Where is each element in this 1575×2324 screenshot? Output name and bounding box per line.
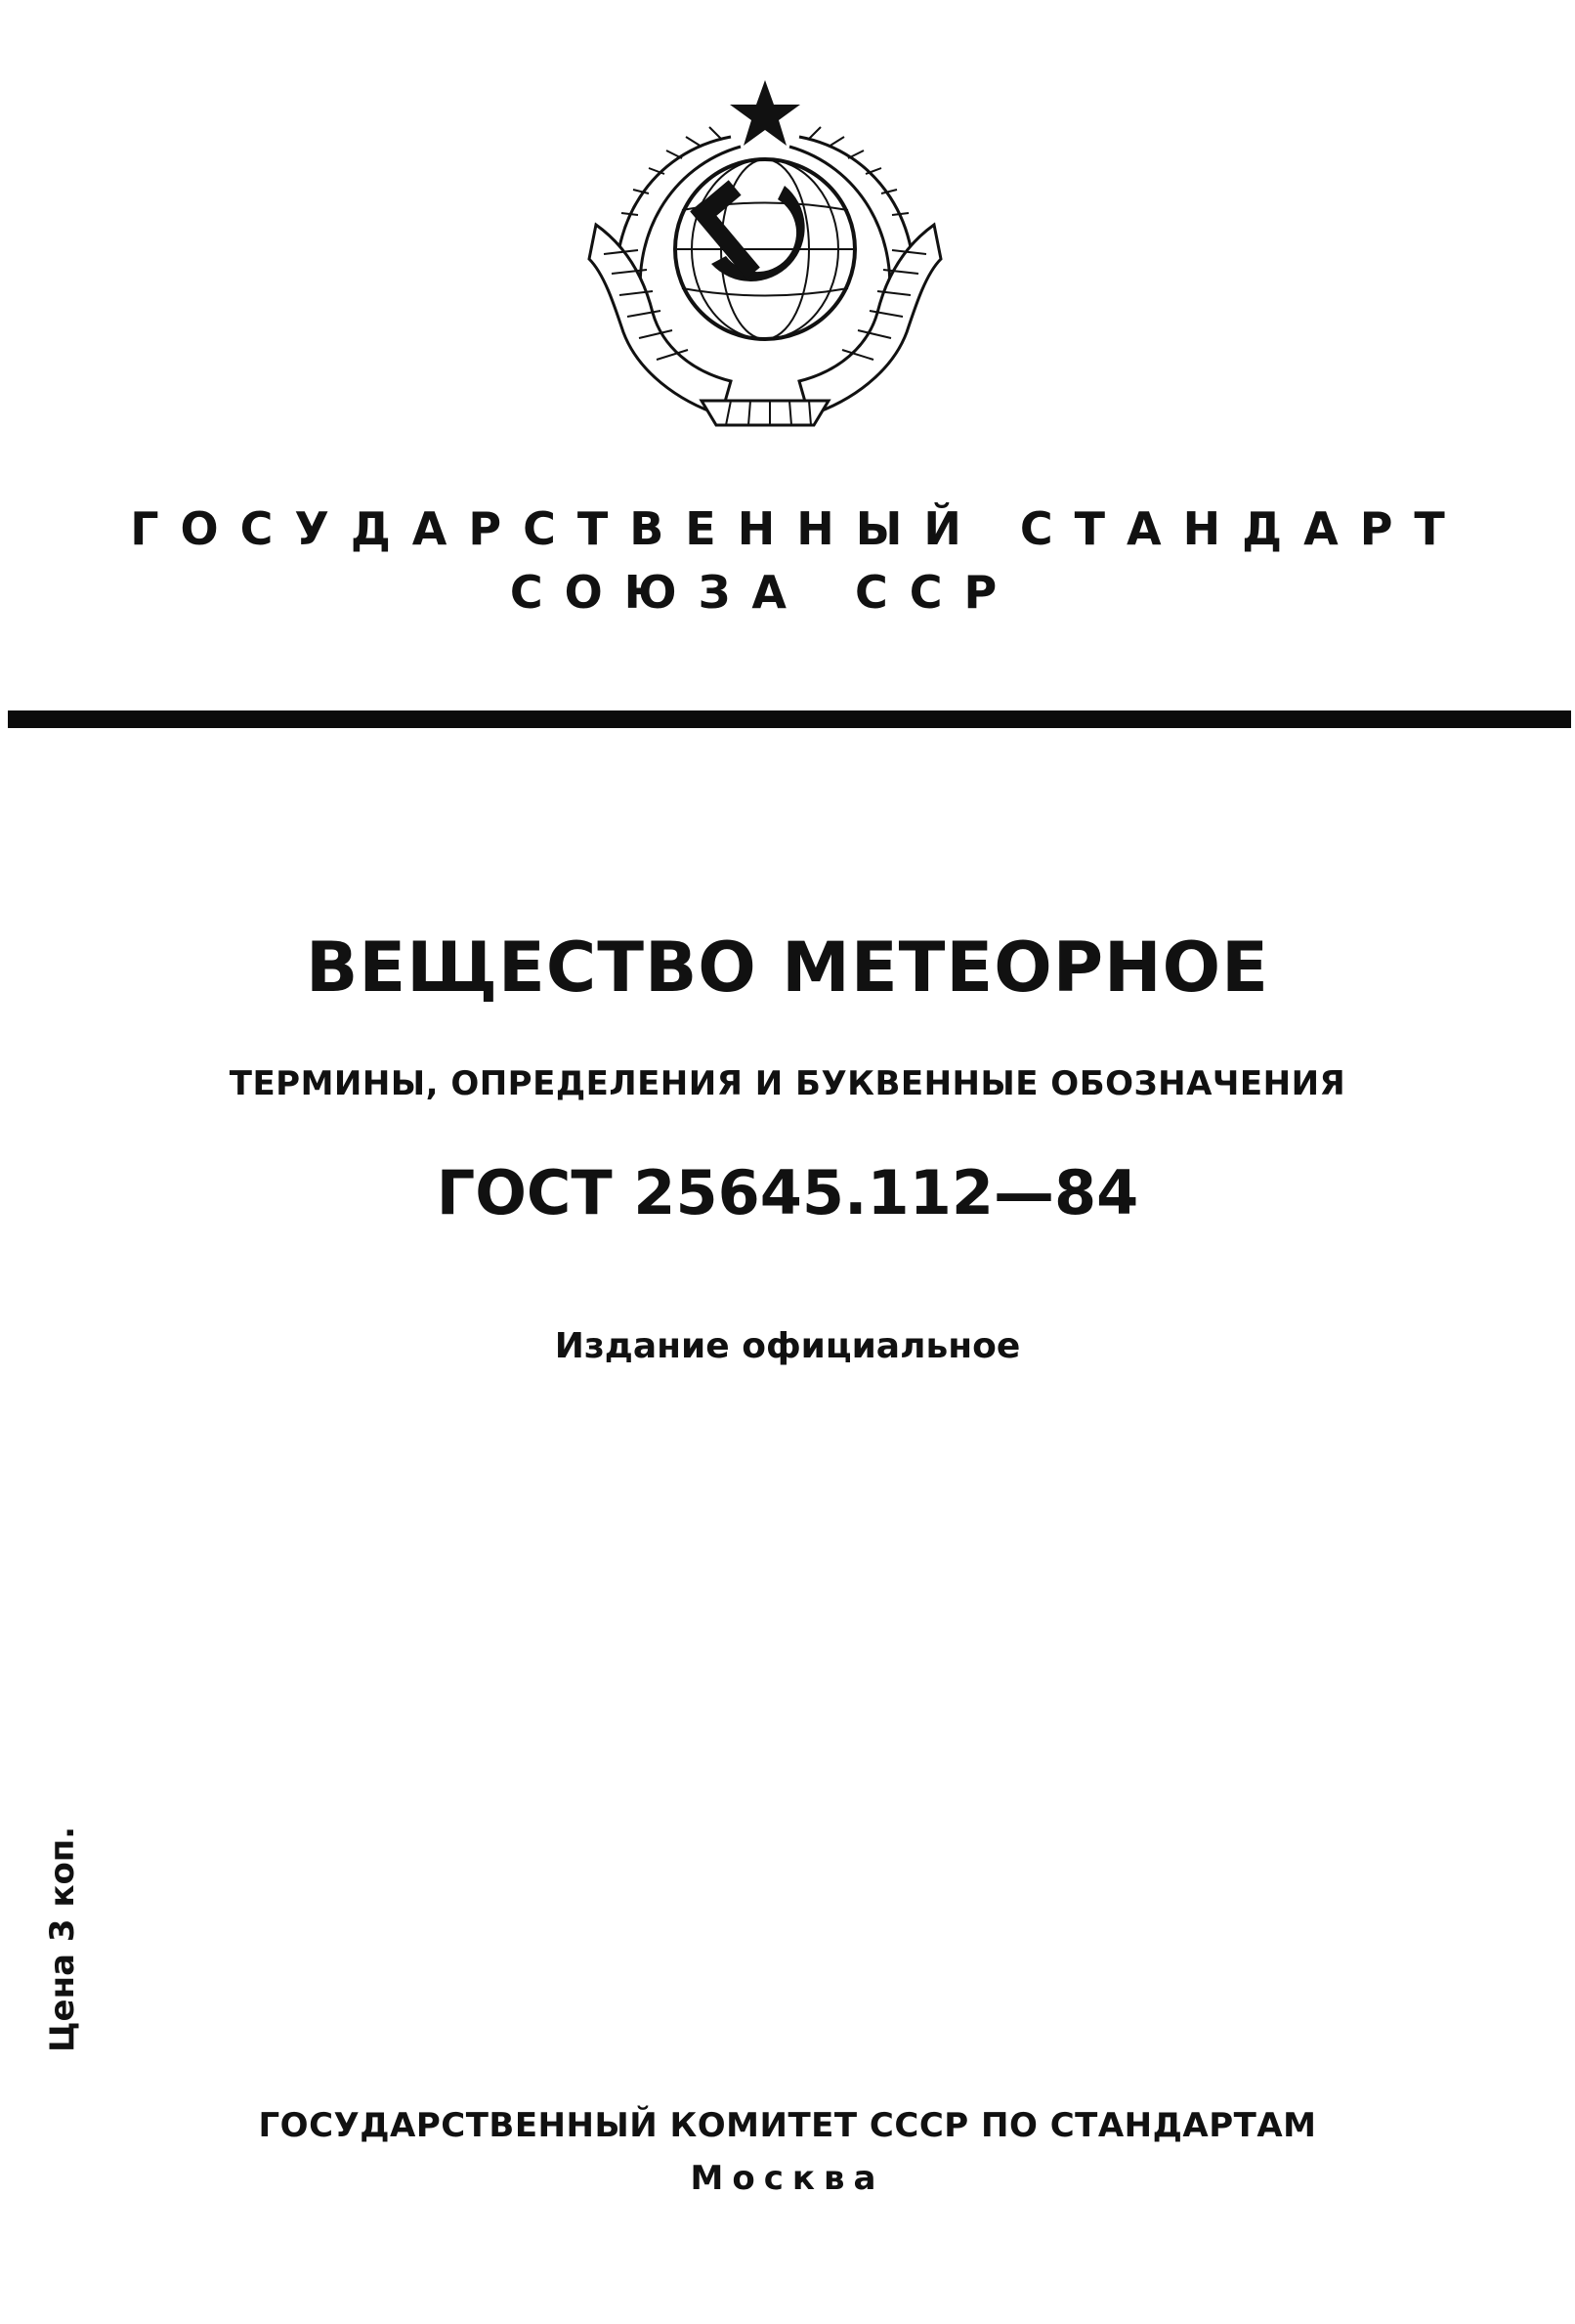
header-line-2-part-b: ССР — [854, 566, 1019, 619]
ussr-state-emblem-icon — [584, 78, 946, 445]
header-line-1: ГОСУДАРСТВЕННЫЙ СТАНДАРТ — [130, 502, 1467, 555]
header-line-2-part-a: СОЮЗА — [509, 566, 808, 619]
document-title: ВЕЩЕСТВО МЕТЕОРНОЕ — [306, 927, 1269, 1008]
publisher-city: Москва — [690, 2159, 885, 2198]
header-line-2 — [0, 566, 1552, 619]
standard-number: ГОСТ 25645.112—84 — [436, 1157, 1139, 1228]
price-label: Цена 3 коп. — [43, 1826, 82, 2052]
document-subtitle: ТЕРМИНЫ, ОПРЕДЕЛЕНИЯ И БУКВЕННЫЕ ОБОЗНАЧЕНИЯ — [229, 1064, 1346, 1103]
edition-label: Издание официальное — [554, 1326, 1021, 1366]
horizontal-rule — [8, 710, 1571, 728]
publisher-name: ГОСУДАРСТВЕННЫЙ КОМИТЕТ СССР ПО СТАНДАРТАМ — [258, 2106, 1317, 2145]
